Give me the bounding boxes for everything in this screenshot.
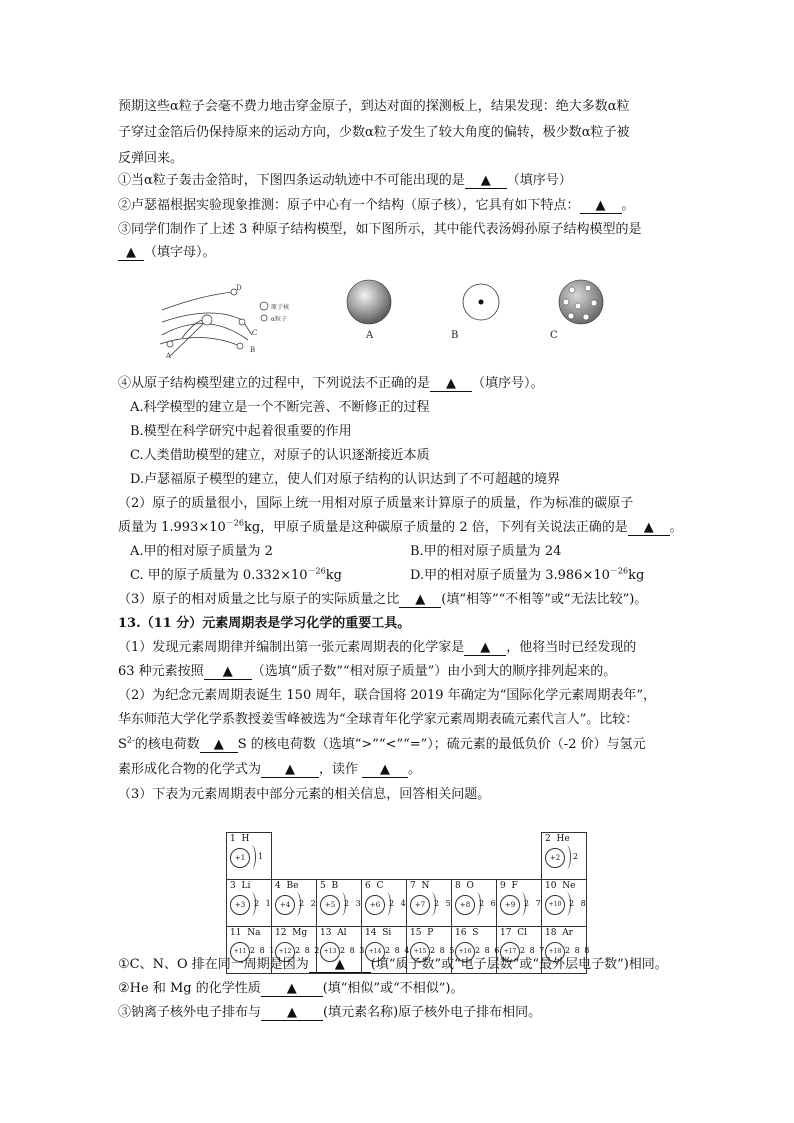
- answer-blank[interactable]: ▲: [261, 1006, 323, 1021]
- exponent: －26: [307, 566, 326, 576]
- question-2: [118, 197, 635, 215]
- element-cell: 9 F +9 2 7: [497, 880, 542, 927]
- element-cell: 5 B +5 2 3: [317, 880, 362, 927]
- electron-config: 2 8: [569, 899, 588, 908]
- nucleus-circle: +14: [365, 942, 385, 962]
- table-question-2: [118, 980, 463, 998]
- element-cell: 15 P +15 2 8 5: [407, 927, 452, 974]
- electron-config: 2 8 7: [520, 946, 546, 955]
- part-2-intro: （2）原子的质量很小，国际上统一用相对原子质量来计算原子的质量，作为标准的碳原子: [118, 496, 634, 511]
- electron-config: 2 2: [299, 899, 318, 908]
- text-line: 反弹回来。: [118, 151, 184, 166]
- question-3: ③同学们制作了上述 3 种原子结构模型，如下图所示，其中能代表汤姆孙原子结构模型的是: [118, 222, 642, 237]
- trajectory-line: [162, 292, 234, 310]
- element-cell: 14 Si +14 2 8 4: [362, 927, 407, 974]
- nucleus-circle: +3: [230, 895, 250, 915]
- model-a-sphere: [347, 280, 391, 324]
- alpha-trajectory-figure: [152, 280, 342, 360]
- option-b: B.甲的相对原子质量为 24: [410, 544, 562, 559]
- question-text: （填序号）: [506, 173, 572, 188]
- question-text: 素形成化合物的化学式为: [118, 762, 262, 777]
- nucleus-circle: +13: [320, 942, 340, 962]
- path-label-c: C: [252, 329, 258, 337]
- electron-config: 2 6: [479, 899, 498, 908]
- electron-config: 2 8 2: [295, 946, 321, 955]
- model-c-electron: [583, 314, 589, 320]
- exponent: －26: [609, 566, 629, 576]
- question-text: ②卢瑟福根据实验现象推测：原子中心有一个结构（原子核），它具有如下特点：: [118, 198, 580, 213]
- answer-blank[interactable]: ▲: [430, 377, 472, 392]
- question-text: (填“相等”“不相等”或“无法比较”)。: [441, 592, 648, 607]
- model-c-electron: [585, 285, 591, 291]
- electron-config: 2 8 8: [565, 946, 591, 955]
- electron-config: 2 8 1: [250, 946, 276, 955]
- electron-config: 2 3: [344, 899, 363, 908]
- option-a: A.科学模型的建立是一个不断完善、不断修正的过程: [130, 400, 430, 415]
- electron-config: 2: [573, 852, 581, 861]
- question-4: [118, 375, 544, 393]
- electron-config: 2 8 5: [430, 946, 456, 955]
- electron-shell-arc: [562, 845, 571, 869]
- nucleus-circle: +15: [410, 942, 430, 962]
- model-c-electron: [591, 300, 597, 306]
- period-1-row: [227, 833, 587, 880]
- question-text: ④从原子结构模型建立的过程中，下列说法不正确的是: [118, 376, 431, 391]
- element-cell: 12 Mg +12 2 8 2: [272, 927, 317, 974]
- option-text: kg: [628, 568, 645, 583]
- question-text: ②He 和 Mg 的化学性质: [118, 981, 261, 996]
- question-text: （填序号）。: [472, 376, 544, 391]
- model-label-c: C: [550, 330, 558, 341]
- question-text: kg，甲原子质量是这种碳原子质量的 2 倍，下列有关说法正确的是: [243, 520, 628, 535]
- answer-blank[interactable]: ▲: [261, 982, 323, 997]
- electron-config: 1: [258, 852, 266, 861]
- answer-blank[interactable]: ▲: [464, 641, 506, 656]
- option-d: [410, 567, 644, 585]
- nucleus-marker: [239, 319, 245, 325]
- nucleus-circle: +10: [545, 895, 565, 915]
- answer-blank[interactable]: ▲: [204, 665, 252, 680]
- element-cell: 3 Li +3 2 1: [227, 880, 272, 927]
- path-label-a: A: [166, 352, 172, 360]
- question-text: (填“相似”或“不相似”)。: [322, 981, 464, 996]
- option-c: C.人类借助模型的建立，对原子的认识逐渐接近本质: [130, 448, 430, 463]
- period-2-row: [227, 880, 587, 927]
- q13-part-2-formula: [118, 761, 421, 779]
- element-cell: 16 S +16 2 8 6: [452, 927, 497, 974]
- path-label-b: B: [250, 346, 256, 354]
- periodic-table: [226, 832, 591, 974]
- question-text: S 的核电荷数（选填“>”“<”“=”）；硫元素的最低负价（-2 价）与氢元: [237, 737, 646, 752]
- question-text: ①当α粒子轰击金箔时，下图四条运动轨迹中不可能出现的是: [118, 173, 465, 188]
- question-text: （1）发现元素周期律并编制出第一张元素周期表的化学家是: [118, 640, 465, 655]
- path-label-d: D: [236, 284, 242, 292]
- nucleus-marker: [167, 341, 173, 347]
- nucleus-circle: +8: [455, 895, 475, 915]
- question-text: （3）原子的相对质量之比与原子的实际质量之比: [118, 592, 400, 607]
- element-cell: 13 Al +13 2 8 3: [317, 927, 362, 974]
- text-line: 子穿过金箔后仍保持原来的运动方向，少数α粒子发生了较大角度的偏转，极少数α粒子被: [118, 125, 630, 140]
- element-symbol: 2 He: [545, 834, 570, 844]
- answer-blank[interactable]: ▲: [465, 174, 507, 189]
- element-cell: 7 N +7 2 5: [407, 880, 452, 927]
- nucleus-circle: +2: [545, 848, 565, 868]
- electron-config: 2 1: [254, 899, 273, 908]
- nucleus-circle: +5: [320, 895, 340, 915]
- option-a: A.甲的相对原子质量为 2: [130, 544, 273, 559]
- answer-blank[interactable]: ▲: [399, 593, 441, 608]
- nucleus-circle: +4: [275, 895, 295, 915]
- electron-config: 2 8 6: [475, 946, 501, 955]
- question-text: 。: [669, 520, 683, 535]
- question-text: 质量为 1.993×10: [118, 520, 226, 535]
- q13-part-2-compare: [118, 736, 646, 754]
- question-text: 。: [621, 198, 635, 213]
- element-cell: 17 Cl +17 2 8 7: [497, 927, 542, 974]
- answer-blank[interactable]: ▲: [362, 763, 408, 778]
- model-c-electron: [563, 299, 569, 305]
- option-d: D.卢瑟福原子模型的建立，使人们对原子结构的认识达到了不可超越的境界: [130, 472, 561, 487]
- nucleus-circle: +7: [410, 895, 430, 915]
- electron-config: 2 7: [524, 899, 543, 908]
- option-c: [130, 567, 342, 585]
- nucleus-circle: +11: [230, 942, 250, 962]
- legend-alpha-label: α粒子: [271, 316, 288, 323]
- option-text: kg: [325, 568, 342, 583]
- table-question-1: [118, 956, 668, 974]
- nucleus-circle: +9: [500, 895, 520, 915]
- legend-nucleus-icon: [260, 302, 268, 310]
- element-cell: [542, 833, 587, 880]
- element-symbol: 1 H: [230, 834, 250, 844]
- question-text: ，读作: [319, 762, 359, 777]
- nucleus-circle: +18: [545, 942, 565, 962]
- element-cell: [227, 833, 272, 880]
- question-text: 63 种元素按照: [118, 664, 204, 679]
- nucleus-circle: +12: [275, 942, 295, 962]
- ion-symbol: S: [118, 737, 127, 752]
- question-text: ①C、N、O 排在同一周期是因为: [118, 957, 309, 972]
- answer-blank[interactable]: ▲: [200, 738, 238, 753]
- element-cell: 10 Ne +10 2 8: [542, 880, 587, 927]
- nucleus-circle: +1: [230, 848, 250, 868]
- nucleus-circle: +6: [365, 895, 385, 915]
- element-cell: 8 O +8 2 6: [452, 880, 497, 927]
- nucleus-circle: +16: [455, 942, 475, 962]
- q13-part-1: [118, 639, 636, 657]
- part-2-question: [118, 519, 683, 537]
- element-cell: 6 C +6 2 4: [362, 880, 407, 927]
- legend-alpha-icon: [261, 315, 267, 321]
- answer-blank[interactable]: ▲: [309, 958, 371, 973]
- atom-models-figure: [340, 276, 620, 342]
- answer-blank[interactable]: ▲: [628, 521, 670, 536]
- model-label-a: A: [366, 330, 374, 341]
- option-text: C. 甲的原子质量为 0.332×10: [130, 568, 308, 583]
- model-c-electron: [568, 313, 574, 319]
- q13-part-2-cont: 华东师范大学化学系教授姜雪峰被选为“全球青年化学家元素周期表硫元素代言人”。比较：: [118, 712, 639, 727]
- question-1: [118, 172, 572, 190]
- model-c-electron: [569, 287, 575, 293]
- nucleus-marker: [237, 343, 243, 349]
- exponent: －26: [225, 518, 244, 528]
- q13-part-3: （3）下表为元素周期表中部分元素的相关信息，回答相关问题。: [118, 787, 491, 802]
- question-text: （填字母）。: [144, 245, 216, 260]
- table-question-3: [118, 1004, 541, 1022]
- q13-part-1-cont: [118, 663, 616, 681]
- text-line: 预期这些α粒子会毫不费力地击穿金原子，到达对面的探测板上，结果发现：绝大多数α粒: [118, 99, 630, 114]
- question-text: (填“质子数”或“电子层数”或“最外层电子数”)相同。: [370, 957, 668, 972]
- element-cell: 18 Ar +18 2 8 8: [542, 927, 587, 974]
- option-b: B.模型在科学研究中起着很重要的作用: [130, 424, 352, 439]
- question-13-heading: 13.（11 分）元素周期表是学习化学的重要工具。: [118, 616, 411, 631]
- q13-part-2: （2）为纪念元素周期表诞生 150 周年，联合国将 2019 年确定为“国际化学元素周期表年”，: [118, 688, 656, 703]
- element-cell: 11 Na +11 2 8 1: [227, 927, 272, 974]
- ion-charge: 2-: [126, 735, 135, 745]
- nucleus-marker: [202, 315, 212, 325]
- question-text: (填元素名称)原子核外电子排布相同。: [323, 1005, 542, 1020]
- answer-blank[interactable]: ▲: [261, 763, 319, 778]
- model-label-b: B: [451, 330, 459, 341]
- part-3-question: [118, 591, 647, 609]
- nucleus-circle: +17: [500, 942, 520, 962]
- electron-config: 2 8 3: [340, 946, 366, 955]
- question-text: （选填“质子数”“相对原子质量”）由小到大的顺序排列起来的。: [251, 664, 617, 679]
- option-text: D.甲的相对原子质量为 3.986×10: [410, 568, 610, 583]
- element-cell: 4 Be +4 2 2: [272, 880, 317, 927]
- model-c-electron: [575, 303, 581, 309]
- question-text: ，他将当时已经发现的: [506, 640, 637, 655]
- question-text: ③钠离子核外电子排布与: [118, 1005, 262, 1020]
- question-text: 。: [408, 762, 422, 777]
- legend-nucleus-label: 原子核: [271, 304, 290, 311]
- electron-shell-arc: [247, 845, 256, 869]
- question-text: 的核电荷数: [134, 737, 200, 752]
- electron-config: 2 5: [434, 899, 453, 908]
- model-b-nucleus: [479, 300, 484, 305]
- question-3-answer: [118, 244, 216, 262]
- electron-config: 2 4: [389, 899, 408, 908]
- electron-config: 2 8 4: [385, 946, 411, 955]
- answer-blank[interactable]: ▲: [118, 246, 144, 261]
- answer-blank[interactable]: ▲: [580, 199, 622, 214]
